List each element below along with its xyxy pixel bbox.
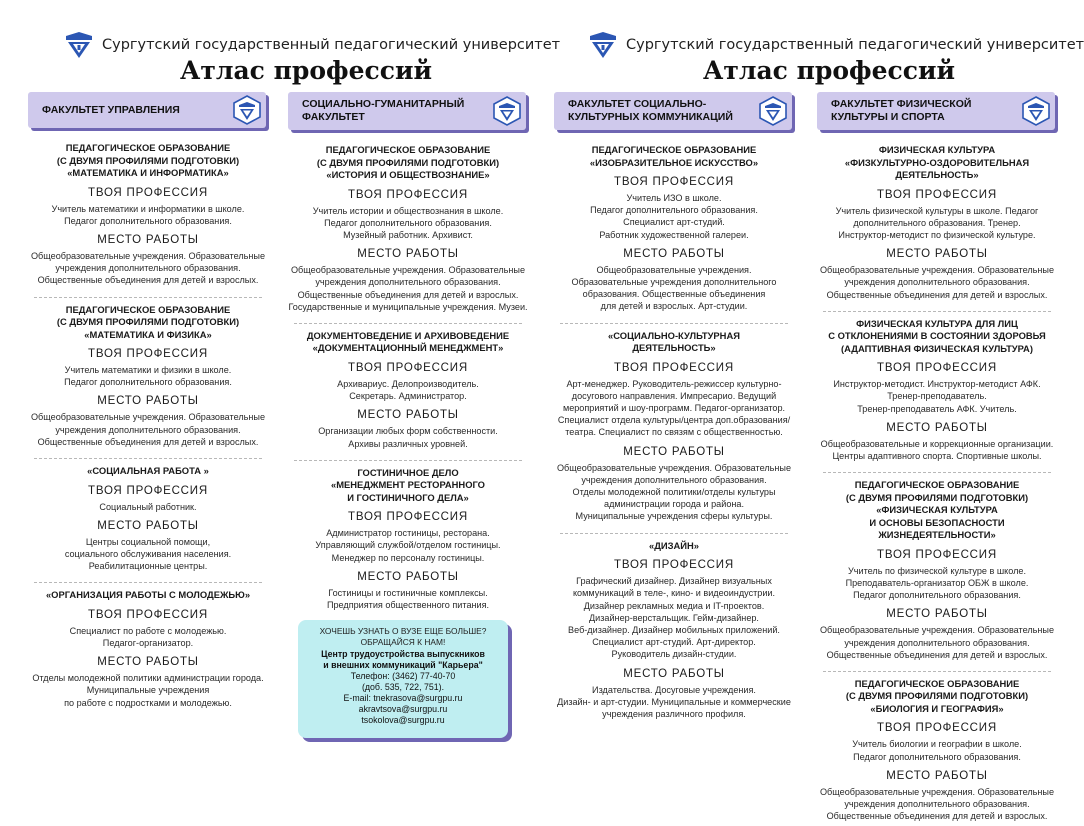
profession-text: Специалист по работе с молодежью. Педагог-организатор. (69, 625, 227, 649)
university-logo-icon (64, 30, 94, 60)
section-divider (34, 458, 262, 459)
program-title: ГОСТИНИЧНОЕ ДЕЛО «МЕНЕДЖМЕНТ РЕСТОРАННОГО И ГОСТИНИЧНОГО ДЕЛА» (331, 466, 485, 503)
faculty-header (288, 92, 526, 130)
profession-text: Учитель математики и информатики в школе. Педагог дополнительного образования. (51, 203, 245, 226)
program-title: «ОРГАНИЗАЦИЯ РАБОТЫ С МОЛОДЕЖЬЮ» (45, 589, 251, 601)
program-section (554, 330, 794, 527)
workplace-text: Общеобразовательные учреждения. Образовательные учреждения дополнительного образования. Общественные объединения для детей и взрослых. (819, 786, 1055, 822)
program-title: ПЕДАГОГИЧЕСКОЕ ОБРАЗОВАНИЕ (С ДВУМЯ ПРОФИЛЯМИ ПОДГОТОВКИ) «ФИЗИЧЕСКАЯ КУЛЬТУРА И ОСНОВЫ БЕЗОПАСНОСТИ ЖИЗНЕДЕЯТЕЛЬНОСТИ» (845, 479, 1029, 541)
section-divider (560, 533, 788, 534)
program-title: ПЕДАГОГИЧЕСКОЕ ОБРАЗОВАНИЕ «ИЗОБРАЗИТЕЛЬНОЕ ИСКУССТВО» (589, 144, 759, 168)
workplace-text: Общеобразовательные учреждения. Образовательные учреждения дополнительного образования. Отделы молодежной политики/отделы культуры администрации города и района. Муниципальные учреждения сферы культуры. (556, 462, 792, 522)
program-title: ДОКУМЕНТОВЕДЕНИЕ И АРХИВОВЕДЕНИЕ «ДОКУМЕНТАЦИОННЫЙ МЕНЕДЖМЕНТ» (306, 329, 510, 354)
faculty-column-sociocultural (554, 92, 794, 724)
program-title: ПЕДАГОГИЧЕСКОЕ ОБРАЗОВАНИЕ (С ДВУМЯ ПРОФИЛЯМИ ПОДГОТОВКИ) «МАТЕМАТИКА И ИНФОРМАТИКА» (56, 142, 240, 178)
profession-label: ТВОЯ ПРОФЕССИЯ (877, 362, 997, 375)
program-section (817, 318, 1057, 467)
faculty-emblem-icon (758, 96, 788, 126)
program-section (28, 304, 268, 453)
profession-text: Учитель биологии и географии в школе. Педагог дополнительного образования. (852, 739, 1022, 762)
workplace-label: МЕСТО РАБОТЫ (886, 248, 988, 261)
profession-label: ТВОЯ ПРОФЕССИЯ (614, 361, 734, 374)
section-divider (294, 323, 522, 324)
program-section (817, 479, 1057, 665)
workplace-text: Общеобразовательные и коррекционные организации. Центры адаптивного спорта. Спортивные школы. (820, 438, 1054, 462)
faculty-header (28, 92, 266, 128)
profession-label: ТВОЯ ПРОФЕССИЯ (877, 188, 997, 201)
profession-text: Учитель истории и обществознания в школе. Педагог дополнительного образования. Музейный работник. Архивист. (312, 205, 504, 240)
workplace-label: МЕСТО РАБОТЫ (97, 233, 199, 246)
workplace-text: Гостиницы и гостиничные комплексы. Предприятия общественного питания. (326, 587, 490, 611)
program-section (288, 330, 528, 454)
profession-label: ТВОЯ ПРОФЕССИЯ (88, 186, 208, 199)
faculty-header (817, 92, 1055, 130)
profession-label: ТВОЯ ПРОФЕССИЯ (88, 484, 208, 497)
faculty-body (554, 130, 794, 724)
faculty-emblem-icon (232, 95, 262, 125)
contact-box (298, 620, 508, 738)
profession-label: ТВОЯ ПРОФЕССИЯ (614, 176, 734, 188)
program-title: «ДИЗАЙН» (649, 539, 699, 551)
profession-text: Учитель физической культуры в школе. Педагог дополнительного образования. Тренер. Инструктор-методист по физической культуре. (835, 205, 1039, 240)
workplace-label: МЕСТО РАБОТЫ (886, 608, 988, 621)
workplace-label: МЕСТО РАБОТЫ (357, 570, 459, 583)
section-divider (560, 323, 788, 324)
workplace-label: МЕСТО РАБОТЫ (623, 445, 725, 458)
program-title: ПЕДАГОГИЧЕСКОЕ ОБРАЗОВАНИЕ (С ДВУМЯ ПРОФИЛЯМИ ПОДГОТОВКИ) «ИСТОРИЯ И ОБЩЕСТВОЗНАНИЕ» (316, 144, 500, 180)
workplace-label: МЕСТО РАБОТЫ (623, 667, 725, 680)
program-section (28, 465, 268, 576)
faculty-header (554, 92, 792, 130)
workplace-text: Общеобразовательные учреждения. Образовательные учреждения дополнительного образования. Общественные объединения для детей и взрослых. Арт-студии. (571, 264, 777, 312)
workplace-label: МЕСТО РАБОТЫ (97, 656, 199, 669)
program-title: ФИЗИЧЕСКАЯ КУЛЬТУРА ДЛЯ ЛИЦ С ОТКЛОНЕНИЯМИ В СОСТОЯНИИ ЗДОРОВЬЯ (АДАПТИВНАЯ ФИЗИЧЕСКАЯ КУЛЬТУРА) (828, 317, 1046, 354)
contact-details: Телефон: (3462) 77-40-70 (доб. 535, 722, 751). E-mail: tnekrasova@surgpu.ru akravtsova@surgpu.ru tsokolova@surgpu.ru (343, 671, 463, 725)
workplace-text: Общеобразовательные учреждения. Образовательные учреждения дополнительного образования. Общественные объединения для детей и взрослых. (30, 250, 266, 286)
faculty-title: СОЦИАЛЬНО-ГУМАНИТАРНЫЙ ФАКУЛЬТЕТ (302, 98, 465, 123)
program-title: ПЕДАГОГИЧЕСКОЕ ОБРАЗОВАНИЕ (С ДВУМЯ ПРОФИЛЯМИ ПОДГОТОВКИ) «БИОЛОГИЯ И ГЕОГРАФИЯ» (845, 677, 1029, 714)
profession-text: Социальный работник. (99, 501, 197, 512)
program-section (817, 144, 1057, 305)
faculty-column-humanities (288, 92, 528, 615)
workplace-label: МЕСТО РАБОТЫ (357, 248, 459, 261)
profession-label: ТВОЯ ПРОФЕССИЯ (88, 608, 208, 621)
profession-label: ТВОЯ ПРОФЕССИЯ (348, 361, 468, 374)
workplace-label: МЕСТО РАБОТЫ (97, 395, 199, 408)
program-section (554, 144, 794, 317)
workplace-text: Центры социальной помощи, социального обслуживания населения. Реабилитационные центры. (64, 536, 232, 572)
profession-text: Арт-менеджер. Руководитель-режиссер культурно- досугового направления. Импресарио. Ведущий мероприятий и шоу-программ. Педагог-организатор. Специалист отдела культуры/центра доп.образования/ театра. Специалист по связям с общественностью. (557, 378, 791, 438)
section-divider (823, 472, 1051, 473)
university-name: Сургутский государственный педагогический университет (102, 37, 561, 53)
program-title: «СОЦИАЛЬНАЯ РАБОТА » (87, 465, 209, 477)
faculty-body (288, 130, 528, 615)
workplace-text: Отделы молодежной политики администрации города. Муниципальные учреждения по работе с подростками и молодежью. (32, 673, 264, 708)
program-title: ПЕДАГОГИЧЕСКОЕ ОБРАЗОВАНИЕ (С ДВУМЯ ПРОФИЛЯМИ ПОДГОТОВКИ) «МАТЕМАТИКА И ФИЗИКА» (56, 303, 240, 340)
profession-text: Учитель математики и физики в школе. Педагог дополнительного образования. (64, 365, 232, 388)
faculty-title: ФАКУЛЬТЕТ ФИЗИЧЕСКОЙ КУЛЬТУРЫ И СПОРТА (831, 98, 972, 123)
program-section (554, 540, 794, 725)
workplace-label: МЕСТО РАБОТЫ (623, 247, 725, 260)
page-title: Атлас профессий (180, 56, 433, 85)
profession-label: ТВОЯ ПРОФЕССИЯ (348, 511, 468, 524)
program-section (288, 467, 528, 616)
section-divider (34, 582, 262, 583)
university-logo-icon (588, 30, 618, 60)
profession-text: Администратор гостиницы, ресторана. Управляющий службой/отделом гостиницы. Менеджер по персоналу гостиницы. (315, 528, 501, 563)
workplace-text: Общеобразовательные учреждения. Образовательные учреждения дополнительного образования. Общественные объединения для детей и взрослых. Государственные и муниципальные учреждения. Музеи. (288, 265, 528, 312)
section-divider (823, 311, 1051, 312)
faculty-column-management (28, 92, 268, 713)
profession-text: Архивариус. Делопроизводитель. Секретарь. Администратор. (337, 378, 479, 402)
page-title: Атлас профессий (703, 56, 956, 85)
faculty-emblem-icon (492, 96, 522, 126)
workplace-text: Организации любых форм собственности. Архивы различных уровней. (318, 426, 498, 449)
section-divider (294, 460, 522, 461)
faculty-emblem-icon (1021, 96, 1051, 126)
workplace-label: МЕСТО РАБОТЫ (97, 519, 199, 532)
faculty-body (817, 130, 1057, 826)
faculty-title: ФАКУЛЬТЕТ СОЦИАЛЬНО- КУЛЬТУРНЫХ КОММУНИКАЦИЙ (568, 98, 733, 123)
profession-label: ТВОЯ ПРОФЕССИЯ (614, 559, 734, 572)
section-divider (34, 297, 262, 298)
profession-text: Учитель ИЗО в школе. Педагог дополнительного образования. Специалист арт-студий. Работник художественной галереи. (590, 193, 758, 240)
university-name: Сургутский государственный педагогический университет (626, 37, 1084, 53)
program-title: ФИЗИЧЕСКАЯ КУЛЬТУРА «ФИЗКУЛЬТУРНО-ОЗДОРОВИТЕЛЬНАЯ ДЕЯТЕЛЬНОСТЬ» (844, 144, 1030, 180)
contact-intro: ХОЧЕШЬ УЗНАТЬ О ВУЗЕ ЕЩЕ БОЛЬШЕ? ОБРАЩАЙСЯ К НАМ! (319, 626, 487, 647)
workplace-text: Издательства. Досуговые учреждения. Дизайн- и арт-студии. Муниципальные и коммерческие учреждения различного профиля. (557, 684, 791, 719)
program-section (28, 142, 268, 291)
program-section (817, 678, 1057, 826)
profession-label: ТВОЯ ПРОФЕССИЯ (88, 348, 208, 361)
profession-text: Учитель по физической культуре в школе. Преподаватель-организатор ОБЖ в школе. Педагог дополнительного образования. (845, 565, 1029, 601)
section-divider (823, 671, 1051, 672)
faculty-title: ФАКУЛЬТЕТ УПРАВЛЕНИЯ (42, 103, 180, 116)
program-section (288, 144, 528, 317)
profession-label: ТВОЯ ПРОФЕССИЯ (877, 548, 997, 561)
workplace-text: Общеобразовательные учреждения. Образовательные учреждения дополнительного образования. Общественные объединения для детей и взрослых. (819, 265, 1055, 300)
faculty-column-sport (817, 92, 1057, 826)
profession-text: Графический дизайнер. Дизайнер визуальных коммуникаций в теле-, кино- и видеоиндустрии. Дизайнер рекламных медиа и IT-проектов. Дизайнер-верстальщик. Гейм-дизайнер. Веб-дизайнер. Дизайнер мобильных приложений. Специалист арт-студий. Арт-директор. Руководитель дизайн-студии. (568, 576, 780, 660)
profession-label: ТВОЯ ПРОФЕССИЯ (348, 188, 468, 201)
program-section (28, 589, 268, 713)
workplace-text: Общеобразовательные учреждения. Образовательные учреждения дополнительного образования. Общественные объединения для детей и взрослых. (30, 412, 266, 447)
profession-label: ТВОЯ ПРОФЕССИЯ (877, 722, 997, 735)
workplace-label: МЕСТО РАБОТЫ (886, 421, 988, 434)
workplace-label: МЕСТО РАБОТЫ (357, 409, 459, 422)
profession-text: Инструктор-методист. Инструктор-методист АФК. Тренер-преподаватель. Тренер-преподаватель АФК. Учитель. (833, 379, 1041, 414)
program-title: «СОЦИАЛЬНО-КУЛЬТУРНАЯ ДЕЯТЕЛЬНОСТЬ» (608, 329, 740, 354)
workplace-label: МЕСТО РАБОТЫ (886, 769, 988, 782)
contact-center: Центр трудоустройства выпускников и внешних коммуникаций "Карьера" (321, 649, 485, 670)
workplace-text: Общеобразовательные учреждения. Образовательные учреждения дополнительного образования. Общественные объединения для детей и взрослых. (819, 625, 1055, 660)
faculty-body (28, 128, 268, 713)
